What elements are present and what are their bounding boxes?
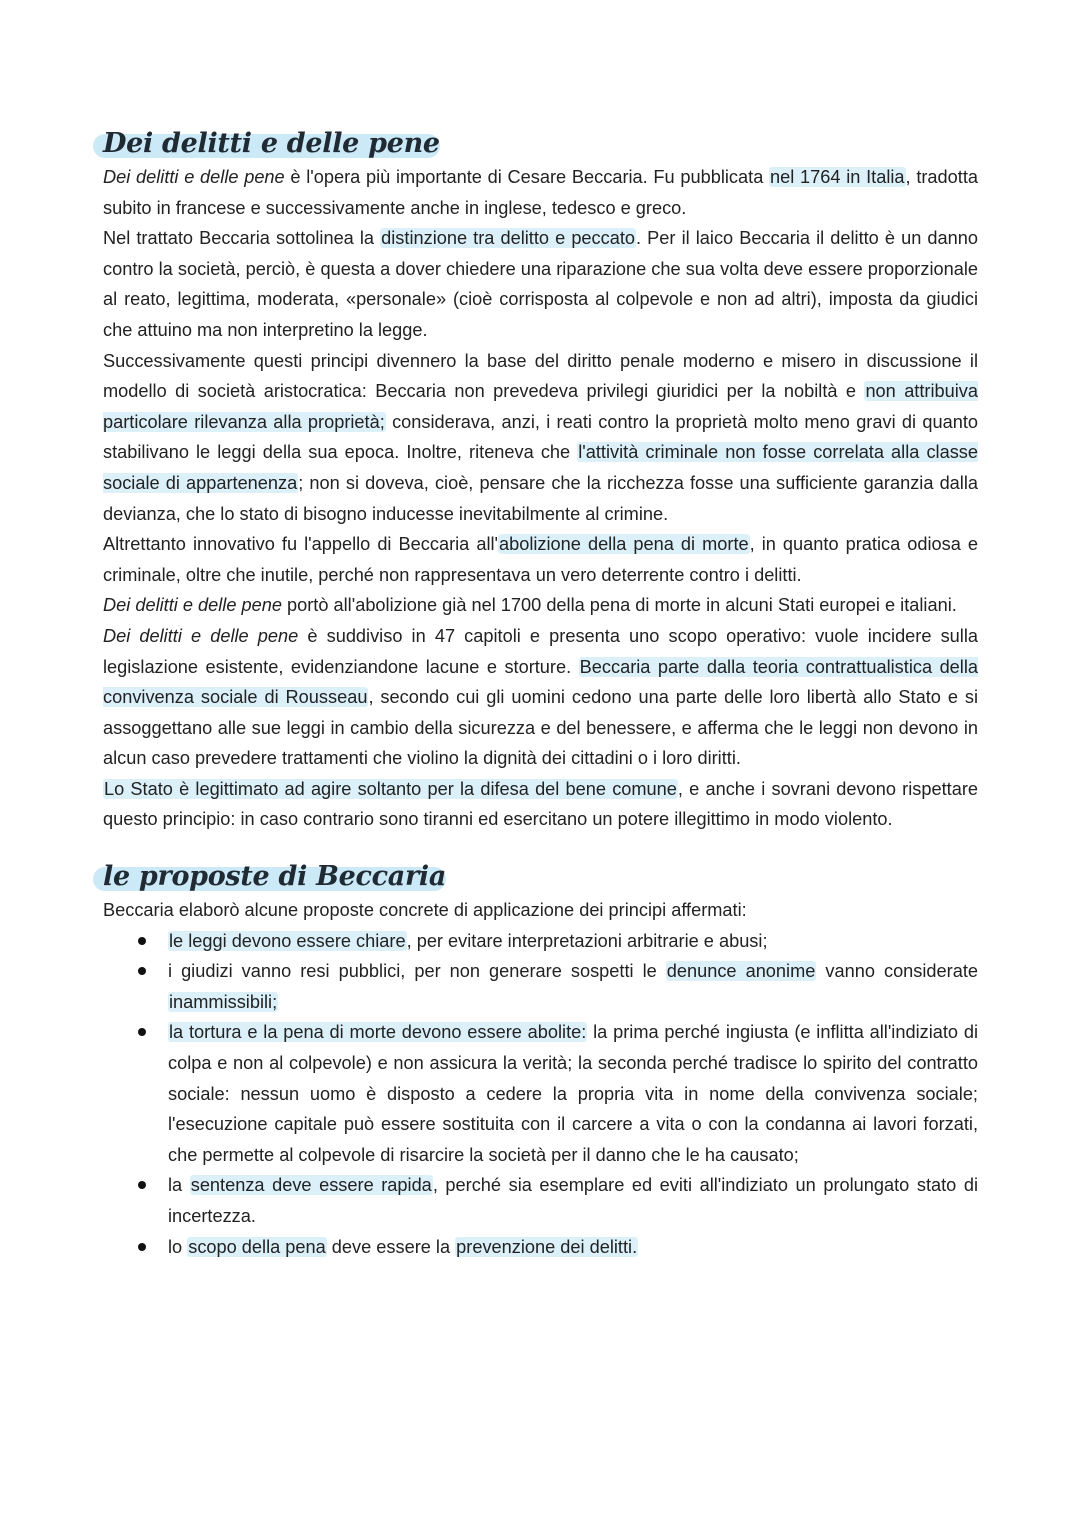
highlighted-text: denunce anonime: [666, 961, 816, 982]
highlighted-text: Lo Stato è legittimato ad agire soltanto per la difesa del bene comune: [104, 778, 677, 799]
text-span: i giudizi vanno resi pubblici, per non generare sospetti le: [168, 961, 666, 982]
highlighted-text: l'attività criminale non fosse correlata alla classe sociale di appartenenza: [103, 442, 979, 493]
text-span: vanno considerate: [816, 961, 978, 982]
highlighted-text: inammissibili;: [169, 991, 278, 1012]
text-span: ; non si doveva, cioè, pensare che la ricchezza fosse una sufficiente garanzia dalla devianza, che lo stato di bisogno inducesse inevitabilmente al crimine.: [103, 472, 978, 524]
section-title-wrapper: [103, 861, 978, 895]
highlighted-text: distinzione tra delitto e peccato: [381, 228, 636, 249]
highlighted-text: le leggi devono essere chiare: [169, 930, 406, 951]
highlighted-text: prevenzione dei delitti.: [456, 1236, 638, 1257]
book-title-italic: Dei delitti e delle pene: [103, 595, 282, 616]
section-title-wrapper: [103, 128, 978, 162]
paragraph-publication: [103, 162, 978, 223]
highlighted-text: Beccaria parte dalla teoria contrattualistica della convivenza sociale di Rousseau: [103, 656, 978, 708]
text-span: , e anche i sovrani devono rispettare questo principio: in caso contrario sono tiranni ed esercitano un potere illegittimo in modo violento.: [103, 778, 978, 830]
text-span: , secondo cui gli uomini cedono una parte delle loro libertà allo Stato e si assoggettano alle sue leggi in cambio della sicurezza e del benessere, e afferma che le leggi non devono in alcun caso prevedere trattamenti che violino la dignità dei cittadini o i loro diritti.: [103, 687, 978, 769]
text-span: Altrettanto innovativo fu l'appello di Beccaria all': [103, 534, 498, 555]
text-span: Beccaria elaborò alcune proposte concrete di applicazione dei principi affermati:: [103, 900, 747, 921]
text-span: considerava, anzi, i reati contro la proprietà molto meno gravi di quanto stabilivano le leggi della sua epoca. Inoltre, riteneva che: [103, 411, 978, 463]
proposals-list: [103, 926, 978, 1263]
section-title: le proposte di Beccaria: [103, 861, 447, 893]
list-item: [168, 956, 978, 1017]
paragraph-diritto-penale: [103, 346, 978, 530]
text-span: la: [168, 1175, 190, 1196]
paragraph-pena-di-morte: [103, 529, 978, 590]
paragraph-delitto-peccato: [103, 223, 978, 345]
list-item: [168, 1232, 978, 1263]
book-title-italic: Dei delitti e delle pene: [103, 625, 299, 646]
highlighted-text: sentenza deve essere rapida: [190, 1175, 432, 1196]
text-span: . Per il laico Beccaria il delitto è un danno contro la società, perciò, è questa a dover chiedere una riparazione che sua volta deve essere proporzionale al reato, legittima, moderata, «personale» (cioè corrisposta al colpevole e non ad altri), imposta da giudici che attuino ma non interpretino la legge.: [103, 228, 978, 340]
text-span: deve essere la: [326, 1236, 456, 1257]
highlighted-text: scopo della pena: [188, 1236, 326, 1257]
text-span: Successivamente questi principi divennero la base del diritto penale moderno e misero in discussione il modello di società aristocratica: Beccaria non prevedeva privilegi giuridici per la nobiltà e: [103, 350, 978, 402]
paragraph-stato: [103, 774, 978, 835]
text-span: è suddiviso in 47 capitoli e presenta uno scopo operativo: vuole incidere sulla legislazione esistente, evidenziandone lacune e storture.: [103, 625, 978, 677]
document-page: [103, 128, 978, 1262]
paragraph-proposte-intro: [103, 895, 978, 926]
list-item: [168, 926, 978, 957]
text-span: la prima perché ingiusta (e inflitta all'indiziato di colpa e non al colpevole) e non assicura la verità; la seconda perché tradisce lo spirito del contratto sociale: nessun uomo è disposto a cedere la propria vita in nome della convivenza sociale; l'esecuzione capitale può essere sostituita con il carcere a vita o con la condanna ai lavori forzati, che permette al colpevole di risarcire la società per il danno che le ha causato;: [168, 1022, 979, 1165]
text-span: è l'opera più importante di Cesare Beccaria. Fu pubblicata: [284, 167, 770, 187]
list-item: [168, 1170, 978, 1231]
text-span: , tradotta subito in francese e successivamente anche in inglese, tedesco e greco.: [103, 167, 979, 218]
text-span: , in quanto pratica odiosa e criminale, oltre che inutile, perché non rappresentava un vero deterrente contro i delitti.: [103, 534, 978, 585]
list-item: [168, 1017, 978, 1170]
section-title: Dei delitti e delle pene: [103, 128, 440, 159]
highlighted-text: abolizione della pena di morte: [499, 534, 749, 555]
text-span: , per evitare interpretazioni arbitrarie e abusi;: [406, 930, 768, 951]
highlighted-text: nel 1764 in Italia: [770, 167, 905, 187]
highlighted-text: non attribuiva particolare rilevanza alla proprietà;: [103, 381, 978, 432]
paragraph-capitoli: [103, 621, 978, 774]
text-span: Nel trattato Beccaria sottolinea la: [103, 228, 381, 249]
text-span: portò all'abolizione già nel 1700 della pena di morte in alcuni Stati europei e italiani.: [281, 595, 957, 616]
text-span: , perché sia esemplare ed eviti all'indiziato un prolungato stato di incertezza.: [168, 1175, 978, 1226]
paragraph-abolizione: [103, 590, 978, 621]
text-span: lo: [168, 1236, 188, 1257]
highlighted-text: la tortura e la pena di morte devono essere abolite:: [169, 1022, 587, 1043]
book-title-italic: Dei delitti e delle pene: [103, 167, 285, 187]
